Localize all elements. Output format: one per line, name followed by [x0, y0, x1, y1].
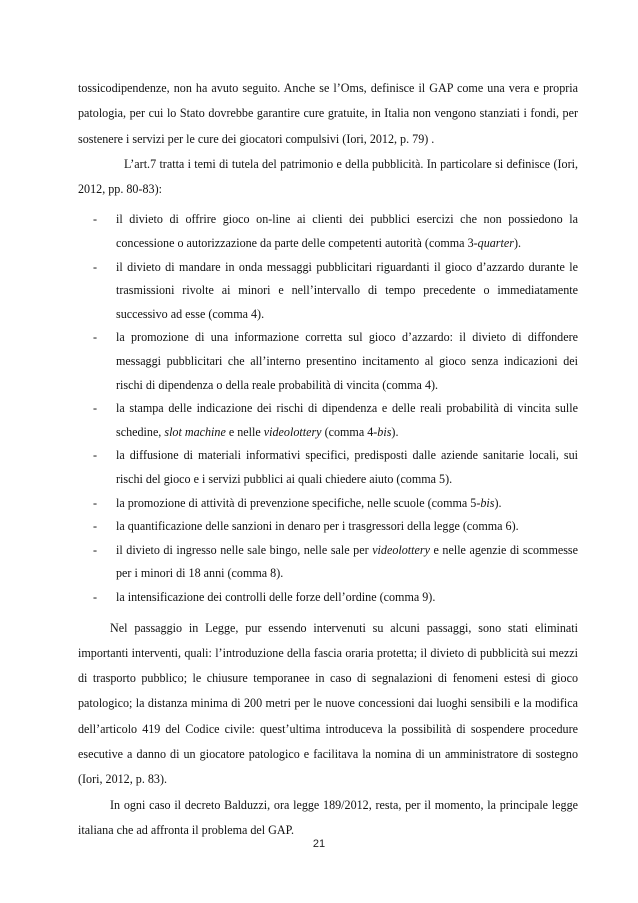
- list-dash: -: [93, 330, 98, 345]
- list-item: - la diffusione di materiali informativi specifici, predisposti dalle aziende sanitarie locali, sui rischi del gioco e i servizi pubblici ai quali chiedere aiuto (comma 5).: [78, 444, 578, 491]
- list-dash: -: [93, 495, 98, 510]
- list-dash: -: [93, 589, 98, 604]
- list-item: - il divieto di offrire gioco on-line ai clienti dei pubblici esercizi che non possiedono la concessione o autorizzazione da parte delle competenti autorità (comma 3-quarter).: [78, 208, 578, 255]
- paragraph-balduzzi-decree: In ogni caso il decreto Balduzzi, ora legge 189/2012, resta, per il momento, la principale legge italiana che ad affronta il problema del GAP.: [78, 797, 578, 837]
- list-dash: -: [93, 401, 98, 416]
- list-dash: -: [93, 212, 98, 227]
- list-dash: -: [93, 448, 98, 463]
- list-dash: -: [93, 542, 98, 557]
- art7-measures-list: [78, 208, 578, 609]
- list-dash: -: [93, 519, 98, 534]
- list-item: - la promozione di attività di prevenzione specifiche, nelle scuole (comma 5-bis).: [78, 492, 578, 516]
- list-item: - la intensificazione dei controlli delle forze dell’ordine (comma 9).: [78, 586, 578, 610]
- list-item: - la quantificazione delle sanzioni in denaro per i trasgressori della legge (comma 6).: [78, 515, 578, 539]
- page-number: 21: [312, 838, 326, 850]
- list-item: - la stampa delle indicazione dei rischi di dipendenza e delle reali probabilità di vincita sulle schedine, slot machine e nelle videolottery (comma 4-bis).: [78, 397, 578, 444]
- paragraph-art7-intro: L’art.7 tratta i temi di tutela del patrimonio e della pubblicità. In particolare si definisce (Iori, 2012, pp. 80-83):: [78, 156, 578, 197]
- list-dash: -: [93, 259, 98, 274]
- paragraph-gap-funding: tossicodipendenze, non ha avuto seguito. Anche se l’Oms, definisce il GAP come una vera e propria patologia, per cui lo Stato dovrebbe garantire cure gratuite, in Italia non vengono stanziati i fondi, per sostenere i servizi per le cure dei giocatori compulsivi (Iori, 2012, p. 79) .: [78, 81, 578, 146]
- page-body: [78, 76, 578, 843]
- list-item: - il divieto di mandare in onda messaggi pubblicitari riguardanti il gioco d’azzardo durante le trasmissioni rivolte ai minori e nell’intervallo di tempo precedente o immediatamente successivo ad esse (comma 4).: [78, 256, 578, 327]
- list-item: - il divieto di ingresso nelle sale bingo, nelle sale per videolottery e nelle agenzie di scommesse per i minori di 18 anni (comma 8).: [78, 539, 578, 586]
- paragraph-law-passage: Nel passaggio in Legge, pur essendo intervenuti su alcuni passaggi, sono stati eliminati importanti interventi, quali: l’introduzione della fascia oraria protetta; il divieto di pubblicità sui mezzi di trasporto pubblico; le chiusure temporanee in caso di segnalazioni di fenomeni estesi di gioco patologico; la distanza minima di 200 metri per le nuove concessioni dai luoghi sensibili e la modifica dell’articolo 419 del Codice civile: quest’ultima introduceva la possibilità di sospendere procedure esecutive a danno di un giocatore patologico e facilitava la nomina di un amministratore di sostegno (Iori, 2012, p. 83).: [78, 620, 578, 787]
- list-item: - la promozione di una informazione corretta sul gioco d’azzardo: il divieto di diffondere messaggi pubblicitari che all’interno presentino incitamento al gioco senza indicazioni dei rischi di dipendenza o della reale probabilità di vincita (comma 4).: [78, 326, 578, 397]
